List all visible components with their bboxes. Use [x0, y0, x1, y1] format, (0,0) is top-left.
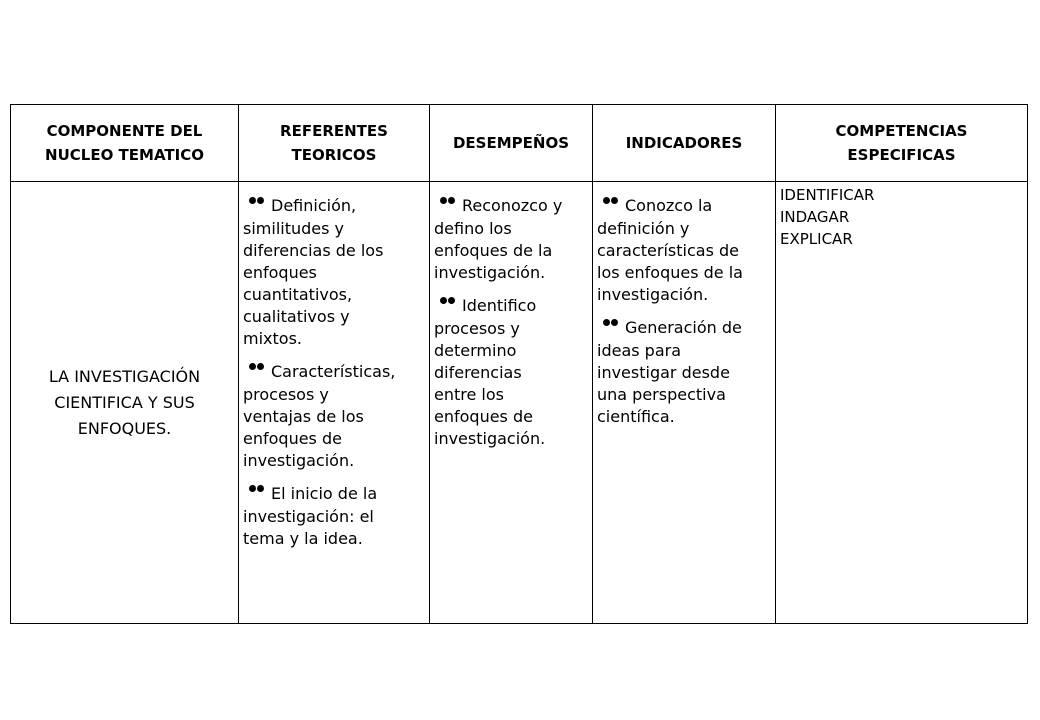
- content-row: [11, 182, 1028, 624]
- indicadores-item-line: una perspectiva: [597, 385, 726, 404]
- referentes-item-line: procesos y: [243, 385, 329, 404]
- referentes-item-line: mixtos.: [243, 329, 302, 348]
- component-cell: [11, 182, 239, 624]
- indicadores-cell: [593, 182, 776, 624]
- component-line2: CIENTIFICA Y SUS: [54, 392, 195, 412]
- eyeglasses-bullet-icon: [249, 363, 265, 373]
- referentes-item-lead-text: Definición,: [271, 196, 357, 215]
- desempenos-item-line: investigación.: [434, 263, 546, 282]
- desempenos-item-line: procesos y: [434, 319, 520, 338]
- curriculum-table: [10, 104, 1028, 624]
- desempenos-item-lead-text: Reconozco y: [462, 196, 563, 215]
- desempenos-item: [434, 188, 588, 284]
- referentes-item-line: enfoques: [243, 263, 317, 282]
- header-competencias-line1: COMPETENCIAS: [835, 122, 968, 140]
- referentes-item-line: investigación: el: [243, 507, 374, 526]
- header-componente-line2: NUCLEO TEMATICO: [45, 146, 204, 164]
- header-componente-line1: COMPONENTE DEL: [46, 122, 203, 140]
- desempenos-cell: [430, 182, 593, 624]
- header-competencias: [776, 105, 1028, 182]
- desempenos-item-line: entre los: [434, 385, 504, 404]
- referentes-item-lead: [243, 188, 425, 218]
- header-referentes-line2: TEORICOS: [291, 146, 377, 164]
- desempenos-item-line: investigación.: [434, 429, 546, 448]
- component-line1: LA INVESTIGACIÓN: [48, 366, 201, 386]
- indicadores-list: [593, 182, 775, 428]
- eyeglasses-bullet-icon: [249, 197, 265, 207]
- eyeglasses-bullet-icon: [440, 297, 456, 307]
- eyeglasses-bullet-icon: [603, 319, 619, 329]
- header-competencias-line2: ESPECIFICAS: [847, 146, 956, 164]
- referentes-item: [243, 188, 425, 350]
- referentes-item-line: cualitativos y: [243, 307, 350, 326]
- header-desempenos-line1: DESEMPEÑOS: [452, 134, 570, 152]
- desempenos-item-lead-text: Identifico: [462, 296, 537, 315]
- desempenos-item-line: enfoques de la: [434, 241, 553, 260]
- eyeglasses-bullet-icon: [440, 197, 456, 207]
- indicadores-item-lead-text: Conozco la: [625, 196, 713, 215]
- desempenos-item-line: enfoques de: [434, 407, 533, 426]
- indicadores-item-line: los enfoques de la: [597, 263, 743, 282]
- indicadores-item-line: ideas para: [597, 341, 682, 360]
- header-referentes: [239, 105, 430, 182]
- desempenos-item-line: determino: [434, 341, 517, 360]
- eyeglasses-bullet-icon: [249, 485, 265, 495]
- indicadores-item: [597, 310, 771, 428]
- referentes-item-line: diferencias de los: [243, 241, 384, 260]
- competencia-item: IDENTIFICAR: [780, 186, 875, 204]
- indicadores-item-line: características de: [597, 241, 739, 260]
- referentes-item-line: investigación.: [243, 451, 355, 470]
- component-line3: ENFOQUES.: [77, 418, 172, 438]
- indicadores-item-lead-text: Generación de: [625, 318, 742, 337]
- header-indicadores: [593, 105, 776, 182]
- indicadores-item-line: investigación.: [597, 285, 709, 304]
- referentes-item-lead-text: Características,: [271, 362, 396, 381]
- referentes-item: [243, 354, 425, 472]
- eyeglasses-bullet-icon: [603, 197, 619, 207]
- referentes-item-line: tema y la idea.: [243, 529, 363, 548]
- indicadores-item-line: investigar desde: [597, 363, 730, 382]
- desempenos-list: [430, 182, 592, 450]
- referentes-cell: [239, 182, 430, 624]
- referentes-item-lead: [243, 354, 425, 384]
- referentes-list: [239, 182, 429, 550]
- competencia-item: EXPLICAR: [780, 230, 853, 248]
- header-componente: [11, 105, 239, 182]
- competencias-cell: [776, 182, 1028, 624]
- header-indicadores-line1: INDICADORES: [625, 134, 743, 152]
- indicadores-item-line: definición y: [597, 219, 690, 238]
- indicadores-item-line: científica.: [597, 407, 675, 426]
- competencias-list: [776, 182, 1027, 250]
- referentes-item-line: cuantitativos,: [243, 285, 353, 304]
- header-desempenos: [430, 105, 593, 182]
- indicadores-item-lead: [597, 310, 771, 340]
- desempenos-item-lead: [434, 288, 588, 318]
- referentes-item-lead-text: El inicio de la: [271, 484, 378, 503]
- referentes-item-line: enfoques de: [243, 429, 342, 448]
- indicadores-item-lead: [597, 188, 771, 218]
- desempenos-item: [434, 288, 588, 450]
- referentes-item-lead: [243, 476, 425, 506]
- indicadores-item: [597, 188, 771, 306]
- desempenos-item-line: defino los: [434, 219, 512, 238]
- referentes-item-line: ventajas de los: [243, 407, 364, 426]
- desempenos-item-lead: [434, 188, 588, 218]
- referentes-item: [243, 476, 425, 550]
- referentes-item-line: similitudes y: [243, 219, 345, 238]
- desempenos-item-line: diferencias: [434, 363, 522, 382]
- header-referentes-line1: REFERENTES: [280, 122, 388, 140]
- header-row: [11, 105, 1028, 182]
- competencia-item: INDAGAR: [780, 208, 850, 226]
